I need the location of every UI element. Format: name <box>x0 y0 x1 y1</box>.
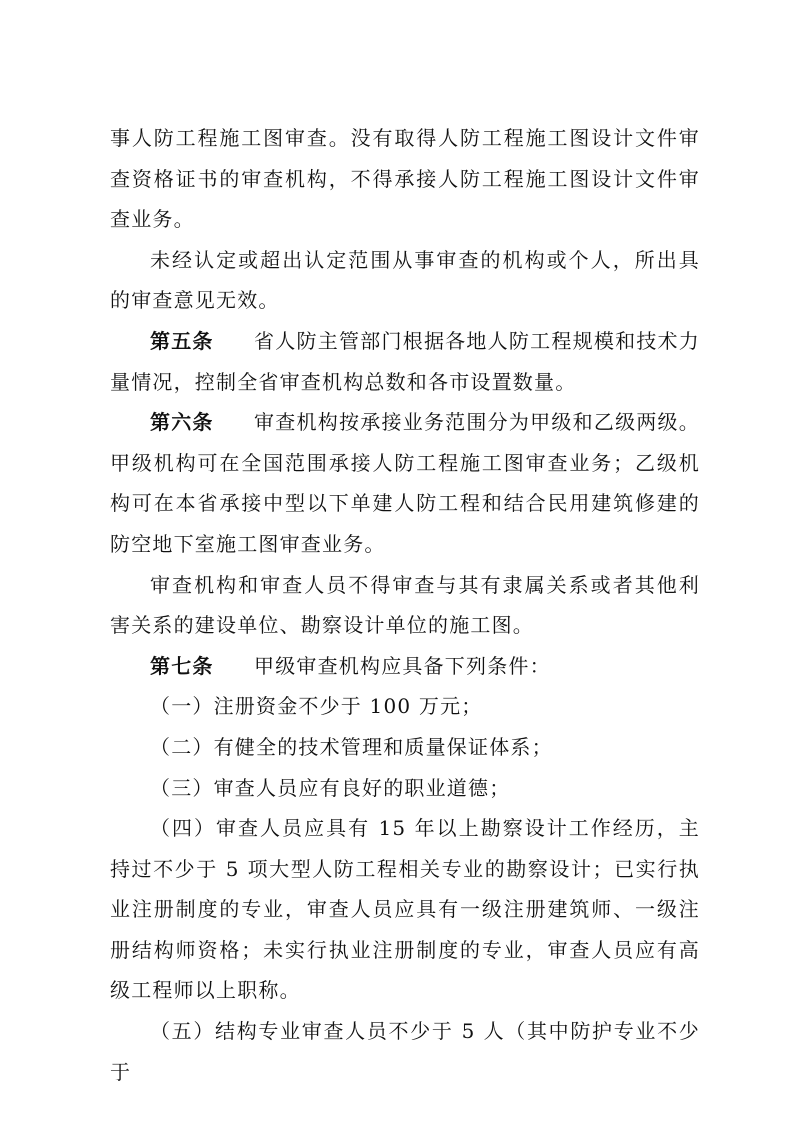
list-item-5 <box>110 1011 700 1092</box>
list-item-1 <box>110 686 700 727</box>
article-heading: 第七条 <box>150 653 214 678</box>
paragraph-text: 审查机构按承接业务范围分为甲级和乙级两级。甲级机构可在全国范围承接人防工程施工图审查业务；乙级机构可在本省承接中型以下单建人防工程和结合民用建筑修建的防空地下室施工图审查业务。 <box>110 410 700 556</box>
article-6 <box>110 402 700 564</box>
list-item-4 <box>110 808 700 1011</box>
paragraph-text: 甲级审查机构应具备下列条件： <box>254 653 551 678</box>
paragraph-text: （五）结构专业审查人员不少于 5 人（其中防护专业不少于 <box>110 1019 700 1084</box>
article-heading: 第五条 <box>150 328 214 353</box>
paragraph-text: 未经认定或超出认定范围从事审查的机构或个人，所出具的审查意见无效。 <box>110 247 700 313</box>
article-heading: 第六条 <box>150 410 214 435</box>
article-5 <box>110 321 700 402</box>
list-item-2 <box>110 727 700 768</box>
paragraph-5 <box>110 565 700 646</box>
paragraph-text: （二）有健全的技术管理和质量保证体系； <box>150 734 553 759</box>
document-page <box>110 118 700 1092</box>
paragraph-text: 事人防工程施工图审查。没有取得人防工程施工图设计文件审查资格证书的审查机构，不得承接人防工程施工图设计文件审查业务。 <box>110 126 700 232</box>
paragraph-text: 审查机构和审查人员不得审查与其有隶属关系或者其他利害关系的建设单位、勘察设计单位的施工图。 <box>110 572 700 638</box>
paragraph-text: 省人防主管部门根据各地人防工程规模和技术力量情况，控制全省审查机构总数和各市设置数量。 <box>110 328 700 394</box>
paragraph-1 <box>110 118 700 240</box>
paragraph-text: （一）注册资金不少于 100 万元； <box>150 694 483 719</box>
paragraph-text: （四）审查人员应具有 15 年以上勘察设计工作经历，主持过不少于 5 项大型人防工程相关专业的勘察设计；已实行执业注册制度的专业，审查人员应具有一级注册建筑师、一级注册结构师资格；未实行执业注册制度的专业，审查人员应有高级工程师以上职称。 <box>110 816 700 1003</box>
article-7 <box>110 646 700 687</box>
paragraph-text: （三）审查人员应有良好的职业道德； <box>150 775 511 800</box>
list-item-3 <box>110 768 700 809</box>
paragraph-2 <box>110 240 700 321</box>
